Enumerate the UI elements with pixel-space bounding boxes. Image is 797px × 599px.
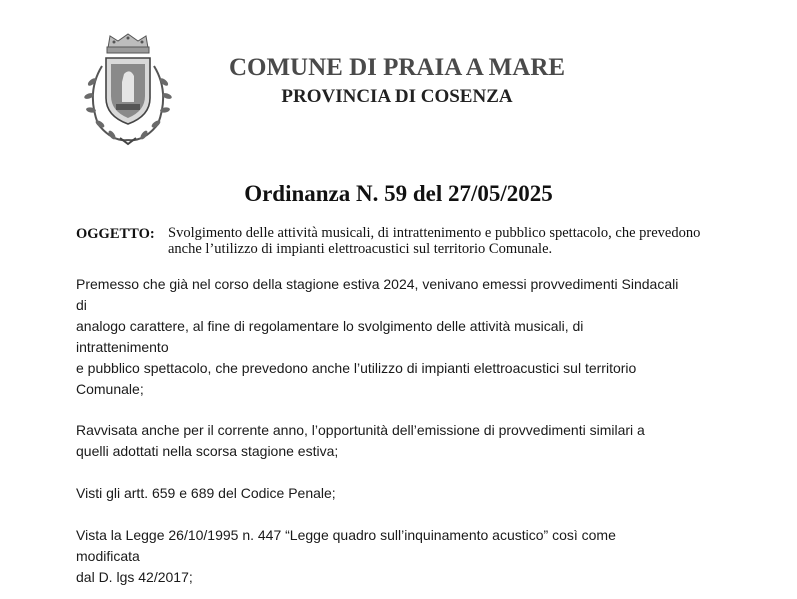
text-line: quelli adottati nella scorsa stagione estiva;	[76, 443, 339, 459]
text-line: Ravvisata anche per il corrente anno, l’opportunità dell’emissione di provvedimenti similari a	[76, 422, 645, 438]
municipal-crest-icon	[78, 32, 178, 150]
subject-line: anche l’utilizzo di impianti elettroacustici sul territorio Comunale.	[168, 241, 553, 257]
ordinance-title: Ordinanza N. 59 del 27/05/2025	[244, 181, 553, 206]
text-line: di	[76, 297, 87, 313]
subject-label: OGGETTO:	[76, 226, 155, 242]
text-line: Premesso che già nel corso della stagione estiva 2024, venivano emessi provvedimenti Sindacali	[76, 276, 679, 292]
text-line: modificata	[76, 548, 140, 564]
text-line: intrattenimento	[76, 339, 169, 355]
text-line: Vista la Legge 26/10/1995 n. 447 “Legge quadro sull’inquinamento acustico” così come	[76, 527, 616, 543]
municipality-name: COMUNE DI PRAIA A MARE	[228, 54, 566, 81]
province-name: PROVINCIA DI COSENZA	[281, 86, 513, 107]
text-line: Visti gli artt. 659 e 689 del Codice Penale;	[76, 485, 336, 501]
subject-text	[168, 225, 728, 257]
paragraph-premesso	[76, 274, 766, 400]
text-line: dal D. lgs 42/2017;	[76, 569, 193, 585]
subject-line: Svolgimento delle attività musicali, di intrattenimento e pubblico spettacolo, che prevedono	[168, 225, 701, 241]
paragraph-vista-legge	[76, 525, 766, 588]
paragraph-visti	[76, 483, 766, 504]
text-line: e pubblico spettacolo, che prevedono anche l’utilizzo di impianti elettroacustici sul territorio	[76, 360, 637, 376]
paragraph-ravvisata	[76, 420, 766, 462]
text-line: Comunale;	[76, 381, 144, 397]
text-line: analogo carattere, al fine di regolamentare lo svolgimento delle attività musicali, di	[76, 318, 584, 334]
